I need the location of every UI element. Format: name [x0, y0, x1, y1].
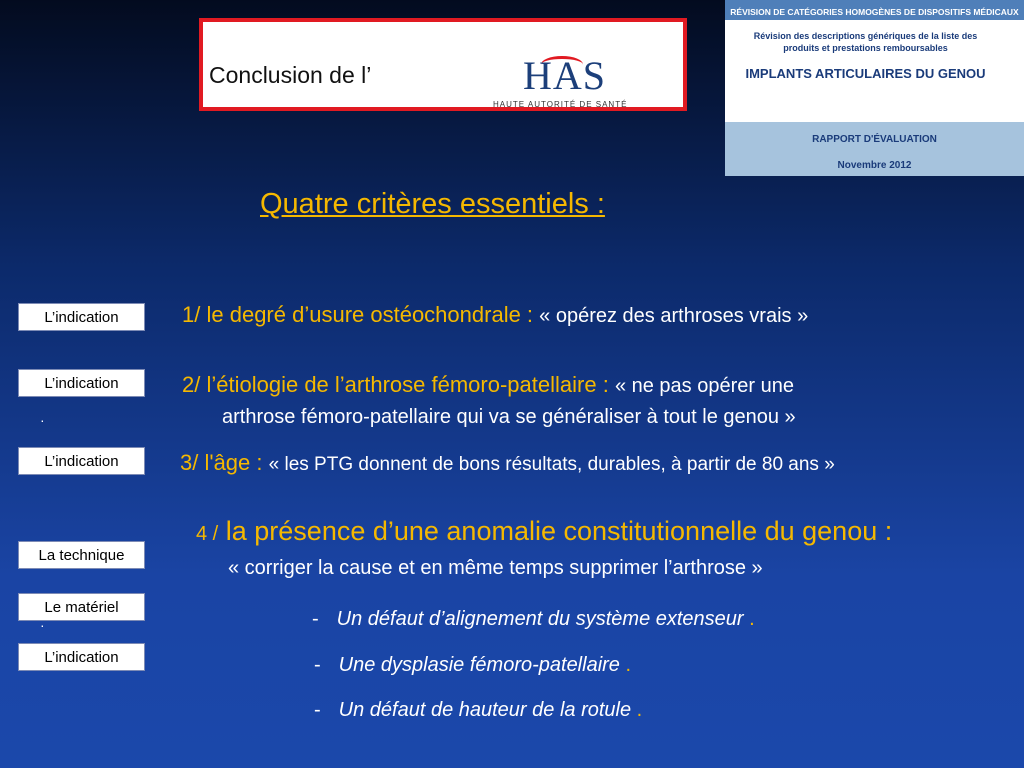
bullet-text: Un défaut de hauteur de la rotule: [338, 699, 632, 721]
criterion-4: [196, 516, 892, 547]
report-body: [735, 20, 996, 120]
criterion-quote: « les PTG donnent de bons résultats, durables, à partir de 80 ans »: [268, 454, 835, 475]
report-main-title: IMPLANTS ARTICULAIRES DU GENOU: [745, 66, 986, 81]
bullet-dash: -: [314, 699, 321, 721]
header-box: [199, 18, 687, 111]
sidebar-button-indication-3[interactable]: L’indication: [18, 447, 145, 475]
bullet-item: [314, 654, 631, 677]
criterion-lead: l’étiologie de l’arthrose fémoro-patellaire :: [206, 372, 609, 397]
has-logo-subtitle: HAUTE AUTORITÉ DE SANTÉ: [493, 100, 628, 109]
bullet-dash: -: [312, 608, 319, 630]
criterion-quote: « ne pas opérer une: [614, 375, 794, 397]
report-subtitle: Révision des descriptions génériques de la liste des produits et prestations remboursables: [753, 31, 978, 53]
has-logo-mark: HAS: [523, 53, 607, 98]
report-top-band: RÉVISION DE CATÉGORIES HOMOGÈNES DE DISPOSITIFS MÉDICAUX: [725, 0, 1024, 20]
decorative-dot: ·: [40, 617, 45, 633]
sidebar-button-indication-1[interactable]: L’indication: [18, 303, 145, 331]
bullet-end: .: [625, 654, 632, 676]
criterion-lead: l'âge :: [204, 450, 263, 475]
criterion-number: 1/: [182, 302, 201, 327]
bullet-end: .: [749, 608, 755, 630]
slide-title: Quatre critères essentiels :: [260, 188, 605, 220]
report-date: Novembre 2012: [837, 160, 912, 171]
sidebar-button-technique[interactable]: La technique: [18, 541, 145, 569]
criterion-number: 2/: [182, 372, 201, 397]
sidebar-button-indication-2[interactable]: L’indication: [18, 369, 145, 397]
bullet-dash: -: [314, 654, 321, 676]
criterion-number: 3/: [180, 450, 199, 475]
bullet-end: .: [636, 699, 643, 721]
criterion-2-quote-continued: arthrose fémoro-patellaire qui va se généraliser à tout le genou »: [222, 406, 796, 428]
criterion-quote: « opérez des arthroses vrais »: [539, 305, 809, 327]
bullet-item: [312, 608, 755, 631]
sidebar-button-indication-4[interactable]: L’indication: [18, 643, 145, 671]
has-logo: [493, 52, 633, 112]
bullet-item: [314, 699, 642, 722]
report-footer: [725, 122, 1024, 176]
sidebar-button-materiel[interactable]: Le matériel: [18, 593, 145, 621]
report-cover: [725, 0, 1024, 176]
criterion-1: [182, 302, 808, 328]
decorative-dot: ·: [40, 412, 45, 428]
bullet-text: Un défaut d’alignement du système extenseur: [336, 608, 744, 630]
criterion-lead: la présence d’une anomalie constitutionnelle du genou :: [225, 516, 893, 546]
criterion-lead: le degré d’usure ostéochondrale :: [206, 302, 534, 327]
bullet-text: Une dysplasie fémoro-patellaire: [338, 654, 620, 676]
criterion-number: 4 /: [196, 523, 219, 545]
criterion-2: [182, 372, 794, 398]
header-text: Conclusion de l’: [209, 62, 372, 88]
criterion-4-quote: « corriger la cause et en même temps supprimer l’arthrose »: [228, 557, 763, 579]
report-kind: RAPPORT D'ÉVALUATION: [812, 134, 937, 145]
criterion-3: [180, 450, 835, 476]
